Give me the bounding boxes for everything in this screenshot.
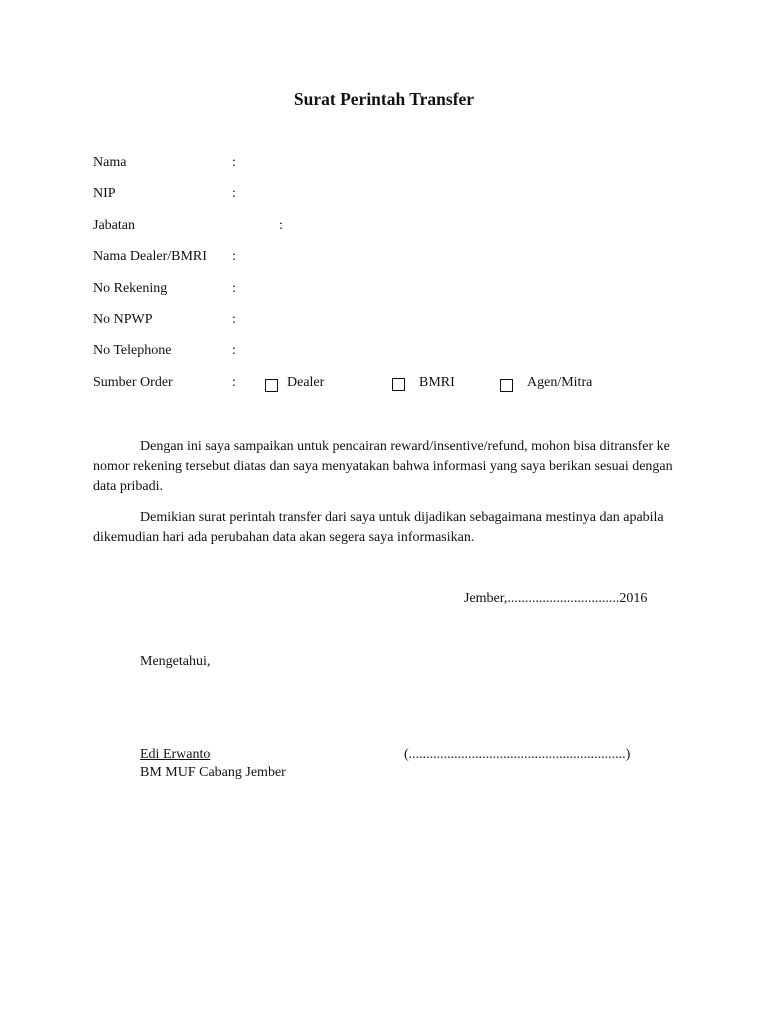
acknowledged-label: Mengetahui, bbox=[140, 654, 211, 669]
paragraph-closing bbox=[93, 508, 693, 548]
field-colon-no-rekening: : bbox=[232, 281, 236, 296]
checkbox-bmri[interactable] bbox=[392, 378, 405, 391]
option-label-agen-mitra: Agen/Mitra bbox=[527, 375, 593, 390]
field-label-nama-dealer: Nama Dealer/BMRI bbox=[93, 249, 207, 264]
field-label-nama: Nama bbox=[93, 155, 127, 170]
field-colon-nama-dealer: : bbox=[232, 249, 236, 264]
signatory-title: BM MUF Cabang Jember bbox=[140, 765, 286, 780]
field-label-sumber-order: Sumber Order bbox=[93, 375, 173, 390]
document-title: Surat Perintah Transfer bbox=[293, 89, 475, 109]
field-label-no-telephone: No Telephone bbox=[93, 343, 172, 358]
option-label-bmri: BMRI bbox=[419, 375, 455, 390]
signatory-name: Edi Erwanto bbox=[140, 747, 211, 762]
field-label-nip: NIP bbox=[93, 186, 116, 201]
field-label-no-rekening: No Rekening bbox=[93, 281, 168, 296]
paragraph-statement-text: Dengan ini saya sampaikan untuk pencairan reward/insentive/refund, mohon bisa ditransfer ke nomor rekening tersebut diatas dan saya menyatakan bahwa informasi yang saya berikan sesuai dengan data pribadi. bbox=[93, 439, 673, 494]
paragraph-closing-text: Demikian surat perintah transfer dari saya untuk dijadikan sebagaimana mestinya dan apabila dikemudian hari ada perubahan data akan segera saya informasikan. bbox=[93, 510, 664, 545]
checkbox-agen-mitra[interactable] bbox=[500, 379, 513, 392]
field-colon-nama: : bbox=[232, 155, 236, 170]
field-colon-nip: : bbox=[232, 186, 236, 201]
checkbox-dealer[interactable] bbox=[265, 379, 278, 392]
field-label-no-npwp: No NPWP bbox=[93, 312, 153, 327]
applicant-signature-line: (..............................................................) bbox=[404, 747, 631, 762]
place-date: Jember,................................2016 bbox=[464, 591, 648, 606]
option-label-dealer: Dealer bbox=[287, 375, 325, 390]
field-label-jabatan: Jabatan bbox=[93, 218, 135, 233]
field-colon-jabatan: : bbox=[279, 218, 283, 233]
field-colon-no-npwp: : bbox=[232, 312, 236, 327]
field-colon-sumber-order: : bbox=[232, 375, 236, 390]
paragraph-statement bbox=[93, 437, 693, 497]
field-colon-no-telephone: : bbox=[232, 343, 236, 358]
